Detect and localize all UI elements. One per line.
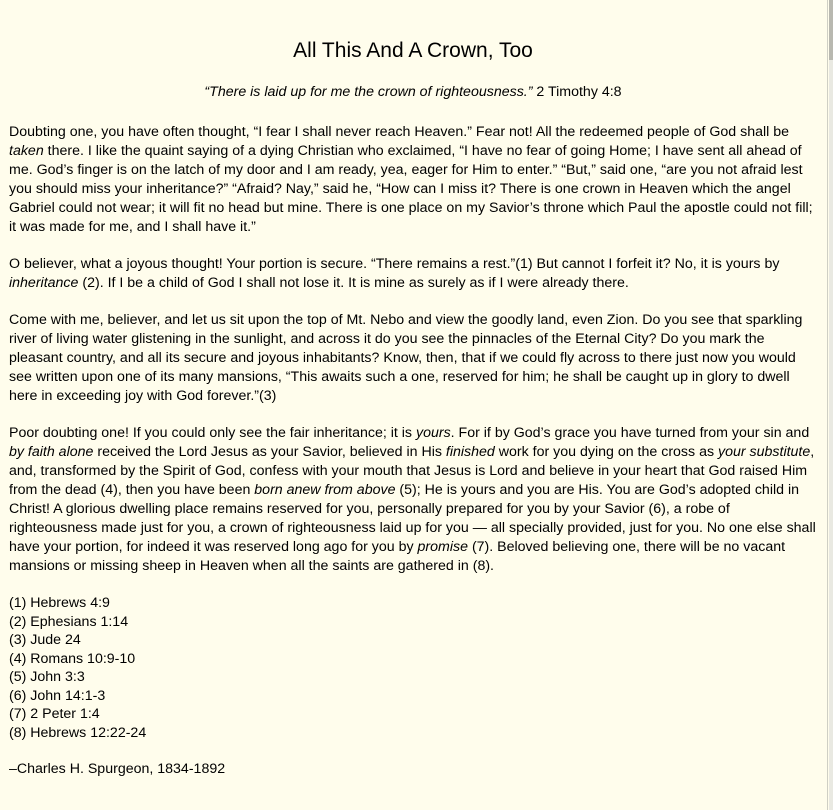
reference-item: (1) Hebrews 4:9 <box>9 595 110 611</box>
reference-item: (6) John 14:1-3 <box>9 687 106 704</box>
paragraph-1-text-a: Doubting one, you have often thought, “I fear I shall never reach Heaven.” Fear not! All the redeemed people of God shall be <box>9 124 790 140</box>
reference-item: (3) Jude 24 <box>9 632 81 648</box>
reference-item: (7) 2 Peter 1:4 <box>9 706 100 722</box>
paragraph-4-emphasis-4: your substitute <box>718 444 811 460</box>
epigraph-quote: “There is laid up for me the crown of righteousness.” <box>204 84 533 100</box>
epigraph-reference: 2 Timothy 4:8 <box>532 84 622 100</box>
paragraph-2-emphasis: inheritance <box>9 275 79 291</box>
paragraph-4-text-f: (5); He is yours and you are His. You are God’s adopted child in Christ! A glorious dwelling place remains reserved for you, personally prepared for you by your Savior (6), a robe of righteousness made just for you, a crown of righteousness laid up for you — all specially provided, just for you. No one else shall have your portion, for indeed it was reserved long ago for you by <box>9 482 816 555</box>
vertical-scrollbar[interactable] <box>829 0 833 810</box>
paragraph-1 <box>9 123 817 237</box>
article <box>9 38 817 779</box>
epigraph <box>9 83 817 102</box>
paragraph-4-text-g: (7). Beloved believing one, there will be no vacant mansions or missing sheep in Heaven when all the saints are gathered in (8). <box>9 539 786 574</box>
paragraph-2-text-b: (2). If I be a child of God I shall not lose it. It is mine as surely as if I were already there. <box>78 275 629 291</box>
paragraph-1-text-b: there. I like the quaint saying of a dying Christian who exclaimed, “I have no fear of going Home; I have sent all ahead of me. God’s finger is on the latch of my door and I am ready, yea, eager for Him to enter.” “But,” said one, “are you not afraid lest you should miss your inheritance?” “Afraid? Nay,” said he, “How can I miss it? There is one crown in Heaven which the angel Gabriel could not wear; it will fit no head but mine. There is one place on my Savior’s throne which Paul the apostle could not fill; it was made for me, and I shall have it.” <box>9 143 813 235</box>
reference-item: (4) Romans 10:9-10 <box>9 650 136 667</box>
paragraph-4-text-d: work for you dying on the cross as <box>494 444 718 460</box>
paragraph-2-text-a: O believer, what a joyous thought! Your portion is secure. “There remains a rest.”(1) But cannot I forfeit it? No, it is yours by <box>9 256 780 272</box>
paragraph-4 <box>9 424 817 576</box>
paragraph-3: Come with me, believer, and let us sit upon the top of Mt. Nebo and view the goodly land, even Zion. Do you see that sparkling river of living water glistening in the sunlight, and across it do you see the pinnacles of the Eternal City? Do you mark the pleasant country, and all its secure and joyous inhabitants? Know, then, that if we could fly across to there just now you would see written upon one of its many mansions, “This awaits such a one, reserved for him; he shall be caught up in glory to dwell here in exceeding joy with God forever.”(3) <box>9 312 803 404</box>
paragraph-4-text-b: . For if by God’s grace you have turned from your sin and <box>450 425 810 441</box>
paragraph-1-emphasis: taken <box>9 143 44 159</box>
paragraph-4-text-c: received the Lord Jesus as your Savior, believed in His <box>93 444 446 460</box>
paragraph-4-emphasis-2: by faith alone <box>9 444 94 460</box>
page-title: All This And A Crown, Too <box>293 39 533 62</box>
reference-item: (8) Hebrews 12:22-24 <box>9 724 147 741</box>
reference-item: (2) Ephesians 1:14 <box>9 613 129 630</box>
reference-item: (5) John 3:3 <box>9 669 85 685</box>
paragraph-2 <box>9 255 817 293</box>
reference-list <box>9 594 817 742</box>
paragraph-4-text-a: Poor doubting one! If you could only see the fair inheritance; it is <box>9 425 416 441</box>
paragraph-4-emphasis-5: born anew from above <box>254 482 396 498</box>
paragraph-4-emphasis-6: promise <box>417 539 468 555</box>
paragraph-4-emphasis-1: yours <box>415 425 451 441</box>
paragraph-4-text-e: , and, transformed by the Spirit of God, confess with your mouth that Jesus is Lord and believe in your heart that God raised Him from the dead (4), then you have been <box>9 444 815 498</box>
author-attribution: –Charles H. Spurgeon, 1834-1892 <box>9 761 226 777</box>
paragraph-4-emphasis-3: finished <box>445 444 495 460</box>
scrollbar-thumb[interactable] <box>829 0 833 60</box>
